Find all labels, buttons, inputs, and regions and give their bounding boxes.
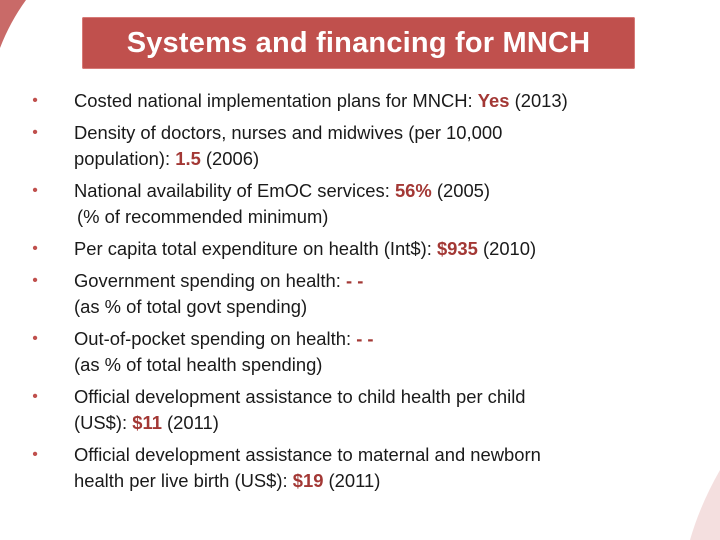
- item-second-line: [74, 146, 678, 172]
- item-value: - -: [356, 328, 374, 349]
- item-text: Density of doctors, nurses and midwives (per 10,000: [74, 122, 503, 143]
- item-text-cont: population):: [74, 148, 176, 169]
- item-second-line: (% of recommended minimum): [77, 206, 329, 227]
- item-year: (2006): [200, 148, 260, 169]
- item-value: 1.5: [175, 148, 201, 169]
- item-second-line: (as % of total health spending): [74, 354, 323, 375]
- item-year: (2011): [323, 470, 381, 491]
- item-year: (2010): [477, 238, 537, 259]
- bullet-icon: •: [32, 330, 38, 347]
- bullet-icon: •: [32, 272, 38, 289]
- item-year: (2005): [431, 180, 491, 201]
- item-text: Per capita total expenditure on health (Int$):: [74, 238, 437, 259]
- item-text: Costed national implementation plans for MNCH:: [74, 90, 478, 111]
- item-second-line: (as % of total govt spending): [74, 296, 308, 317]
- item-text-cont: (US$):: [74, 412, 133, 433]
- item-text: Official development assistance to maternal and newborn: [74, 444, 541, 465]
- item-year: (2011): [161, 412, 219, 433]
- item-text: Official development assistance to child health per child: [74, 386, 526, 407]
- item-value: $935: [436, 238, 478, 259]
- list-item-emoc-availability: [28, 178, 678, 230]
- bullet-list: [28, 88, 678, 500]
- item-value: $19: [292, 470, 324, 491]
- item-second-line: [74, 468, 678, 494]
- slide-title: Systems and financing for MNCH: [126, 26, 591, 59]
- item-year: (2013): [509, 90, 568, 111]
- item-text: Out-of-pocket spending on health:: [74, 328, 357, 349]
- bullet-icon: •: [32, 124, 38, 141]
- list-item-oda-maternal-newborn: [28, 442, 678, 494]
- list-item-per-capita-expenditure: [28, 236, 678, 262]
- list-item-out-of-pocket-spending: [28, 326, 678, 378]
- title-banner: [82, 17, 635, 69]
- item-value: Yes: [477, 90, 510, 111]
- item-value: - -: [345, 270, 364, 291]
- item-text: National availability of EmOC services:: [74, 180, 395, 201]
- list-item-government-spending: [28, 268, 678, 320]
- list-item-oda-child-health: [28, 384, 678, 436]
- item-text-cont: health per live birth (US$):: [74, 470, 293, 491]
- bullet-icon: •: [32, 182, 38, 199]
- item-second-line: [74, 410, 678, 436]
- bullet-icon: •: [32, 240, 38, 257]
- item-value: 56%: [394, 180, 432, 201]
- bullet-icon: •: [32, 446, 38, 463]
- item-text: Government spending on health:: [74, 270, 346, 291]
- list-item-costed-plans: [28, 88, 678, 114]
- list-item-health-worker-density: [28, 120, 678, 172]
- item-value: $11: [132, 412, 162, 433]
- bullet-icon: •: [32, 388, 38, 405]
- corner-accent-left: [0, 0, 60, 60]
- bullet-icon: •: [32, 92, 38, 109]
